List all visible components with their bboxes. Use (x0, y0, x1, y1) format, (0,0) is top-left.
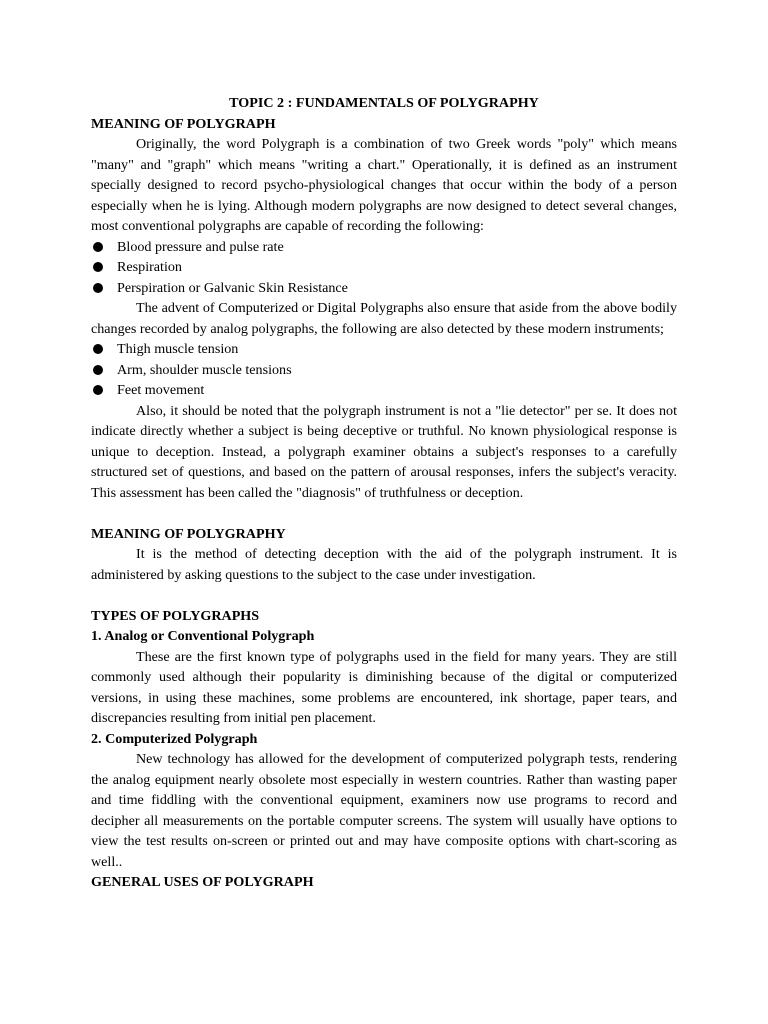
bullet-icon (93, 385, 103, 395)
page-title: TOPIC 2 : FUNDAMENTALS OF POLYGRAPHY (229, 95, 539, 111)
list-item (91, 278, 677, 299)
list-item-text: Perspiration or Galvanic Skin Resistance (117, 279, 348, 296)
bullet-icon (93, 344, 103, 354)
bullet-icon (93, 242, 103, 252)
paragraph: The advent of Computerized or Digital Polygraphs also ensure that aside from the above bodily changes recorded by analog polygraphs, the following are also detected by these modern instruments; (91, 300, 677, 337)
list-item (91, 257, 677, 278)
subheading-analog-polygraph: 1. Analog or Conventional Polygraph (91, 628, 315, 644)
bullet-icon (93, 262, 103, 272)
list-item-text: Thigh muscle tension (117, 341, 239, 357)
list-item (91, 339, 677, 360)
bullet-list-recorded-changes (91, 237, 677, 299)
list-item (91, 360, 677, 381)
paragraph: Also, it should be noted that the polygraph instrument is not a "lie detector" per se. It does not indicate directly whether a subject is being deceptive or truthful. No known physiological response is unique to deception. Instead, a polygraph examiner obtains a subject's responses to a carefully structured set of questions, and based on the pattern of arousal responses, infers the subject's veracity. This assessment has been called the "diagnosis" of truthfulness or deception. (91, 402, 677, 501)
list-item-text: Blood pressure and pulse rate (117, 238, 284, 255)
section-heading-types-of-polygraphs: TYPES OF POLYGRAPHS (91, 607, 260, 624)
list-item-text: Respiration (117, 259, 182, 275)
spacer (91, 585, 677, 606)
list-item-text: Feet movement (117, 382, 205, 398)
spacer (91, 503, 677, 524)
list-item (91, 380, 677, 401)
subheading-computerized-polygraph: 2. Computerized Polygraph (91, 730, 258, 747)
paragraph: Originally, the word Polygraph is a combination of two Greek words "poly" which means "many" and "graph" which means "writing a chart." Operationally, it is defined as an instrument specially designed to record psycho-physiological changes that occur within the body of a person especially when he is lying. Although modern polygraphs are now designed to detect several changes, most conventional polygraphs are capable of recording the following: (91, 136, 677, 234)
bullet-icon (93, 365, 103, 375)
bullet-icon (93, 283, 103, 293)
paragraph: It is the method of detecting deception with the aid of the polygraph instrument. It is administered by asking questions to the subject to the case under investigation. (91, 546, 677, 583)
section-heading-meaning-of-polygraphy: MEANING OF POLYGRAPHY (91, 525, 286, 542)
paragraph: New technology has allowed for the development of computerized polygraph tests, rendering the analog equipment nearly obsolete most especially in western countries. Rather than wasting paper and time fiddling with the conventional equipment, examiners now use programs to record and decipher all measurements on the portable computer screens. The system will usually have options to view the test results on-screen or printed out and may have composite options with chart-scoring as well.. (91, 751, 677, 870)
list-item-text: Arm, shoulder muscle tensions (117, 361, 292, 378)
paragraph: These are the first known type of polygraphs used in the field for many years. They are still commonly used although their popularity is diminishing because of the digital or computerized versions, in using these machines, some problems are encountered, ink shortage, paper tears, and discrepancies resulting from initial pen placement. (91, 648, 677, 726)
bullet-list-digital-changes (91, 339, 677, 401)
list-item (91, 237, 677, 258)
section-heading-meaning-of-polygraph: MEANING OF POLYGRAPH (91, 115, 276, 132)
section-heading-general-uses: GENERAL USES OF POLYGRAPH (91, 874, 314, 890)
